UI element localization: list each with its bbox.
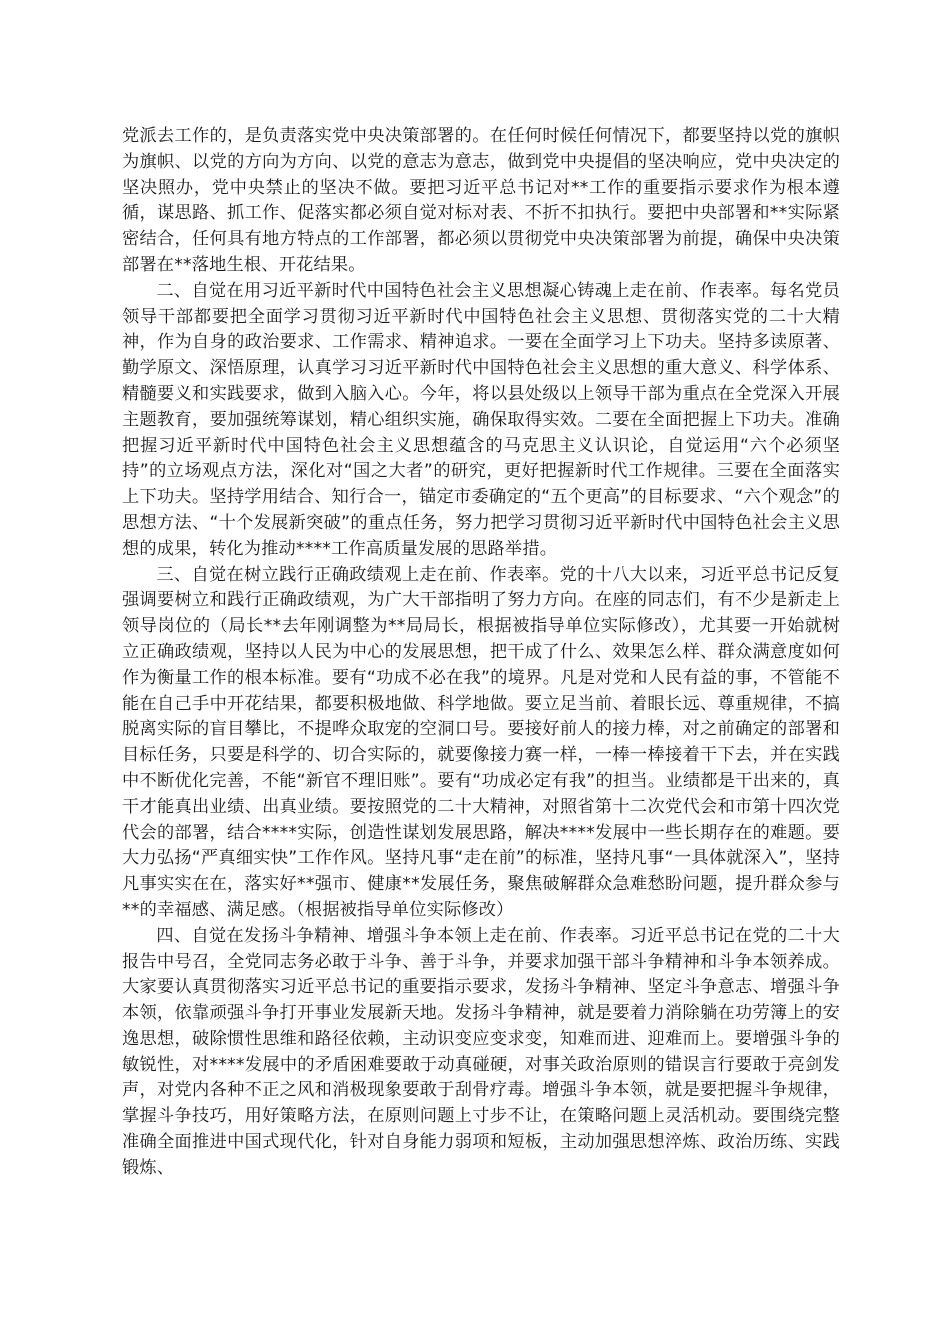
paragraph-section-four: 四、自觉在发扬斗争精神、增强斗争本领上走在前、作表率。习近平总书记在党的二十大报告中号召，全党同志务必敢于斗争、善于斗争，并要求加强干部斗争精神和斗争本领养成。大家要认真贯彻落实习近平总书记的重要指示要求，发扬斗争精神、坚定斗争意志、增强斗争本领，依靠顽强斗争打开事业发展新天地。发扬斗争精神，就是要着力消除躺在功劳簿上的安逸思想，破除惯性思维和路径依赖，主动识变应变求变，知难而进、迎难而上。要增强斗争的敏锐性，对****发展中的矛盾困难要敢于动真碰硬，对事关政治原则的错误言行要敢于亮剑发声，对党内各种不正之风和消极现象要敢于刮骨疗毒。增强斗争本领，就是要把握斗争规律，掌握斗争技巧，用好策略方法，在原则问题上寸步不让，在策略问题上灵活机动。要围绕完整准确全面推进中国式现代化，针对自身能力弱项和短板，主动加强思想淬炼、政治历练、实践锻炼、 — [122, 925, 840, 1178]
paragraph-continuation: 党派去工作的，是负责落实党中央决策部署的。在任何时候任何情况下，都要坚持以党的旗帜为旗帜、以党的方向为方向、以党的意志为意志，做到党中央提倡的坚决响应，党中央决定的坚决照办，党中央禁止的坚决不做。要把习近平总书记对**工作的重要指示要求作为根本遵循，谋思路、抓工作、促落实都必须自觉对标对表、不折不扣执行。要把中央部署和**实际紧密结合，任何具有地方特点的工作部署，都必须以贯彻党中央决策部署为前提，确保中央决策部署在**落地生根、开花结果。 — [122, 126, 840, 275]
paragraph-section-three: 三、自觉在树立践行正确政绩观上走在前、作表率。党的十八大以来，习近平总书记反复强调要树立和践行正确政绩观，为广大干部指明了努力方向。在座的同志们，有不少是新走上领导岗位的（局长**去年刚调整为**局局长，根据被指导单位实际修改），尤其要一开始就树立正确政绩观，坚持以人民为中心的发展思想，把干成了什么、效果怎么样、群众满意度如何作为衡量工作的根本标准。要有“功成不必在我”的境界。凡是对党和人民有益的事，不管能不能在自己手中开花结果，都要积极地做、科学地做。要立足当前、着眼长远、尊重规律，不搞脱离实际的盲目攀比，不提哗众取宠的空洞口号。要接好前人的接力棒，对之前确定的部署和目标任务，只要是科学的、切合实际的，就要像接力赛一样，一棒一棒接着干下去，并在实践中不断优化完善，不能“新官不理旧账”。要有“功成必定有我”的担当。业绩都是干出来的，真干才能真出业绩、出真业绩。要按照党的二十大精神，对照省第十二次党代会和市第十四次党代会的部署，结合****实际，创造性谋划发展思路，解决****发展中一些长期存在的难题。要大力弘扬“严真细实快”工作作风。坚持凡事“走在前”的标准，坚持凡事“一具体就深入”，坚持凡事实实在在，落实好**强市、健康**发展任务，聚焦破解群众急难愁盼问题，提升群众参与**的幸福感、满足感。（根据被指导单位实际修改） — [122, 564, 840, 920]
paragraph-section-two: 二、自觉在用习近平新时代中国特色社会主义思想凝心铸魂上走在前、作表率。每名党员领导干部都要把全面学习贯彻习近平新时代中国特色社会主义思想、贯彻落实党的二十大精神，作为自身的政治要求、工作需求、精神追求。一要在全面学习上下功夫。坚持多读原著、勤学原文、深悟原理，认真学习习近平新时代中国特色社会主义思想的重大意义、科学体系、精髓要义和实践要求，做到入脑入心。今年，将以县处级以上领导干部为重点在全党深入开展主题教育，要加强统筹谋划，精心组织实施，确保取得实效。二要在全面把握上下功夫。准确把握习近平新时代中国特色社会主义思想蕴含的马克思主义认识论，自觉运用“六个必须坚持”的立场观点方法，深化对“国之大者”的研究，更好把握新时代工作规律。三要在全面落实上下功夫。坚持学用结合、知行合一，锚定市委确定的“五个更高”的目标要求、“六个观念”的思想方法、“十个发展新突破”的重点任务，努力把学习贯彻习近平新时代中国特色社会主义思想的成果，转化为推动****工作高质量发展的思路举措。 — [122, 280, 840, 559]
document-body — [122, 124, 840, 1182]
